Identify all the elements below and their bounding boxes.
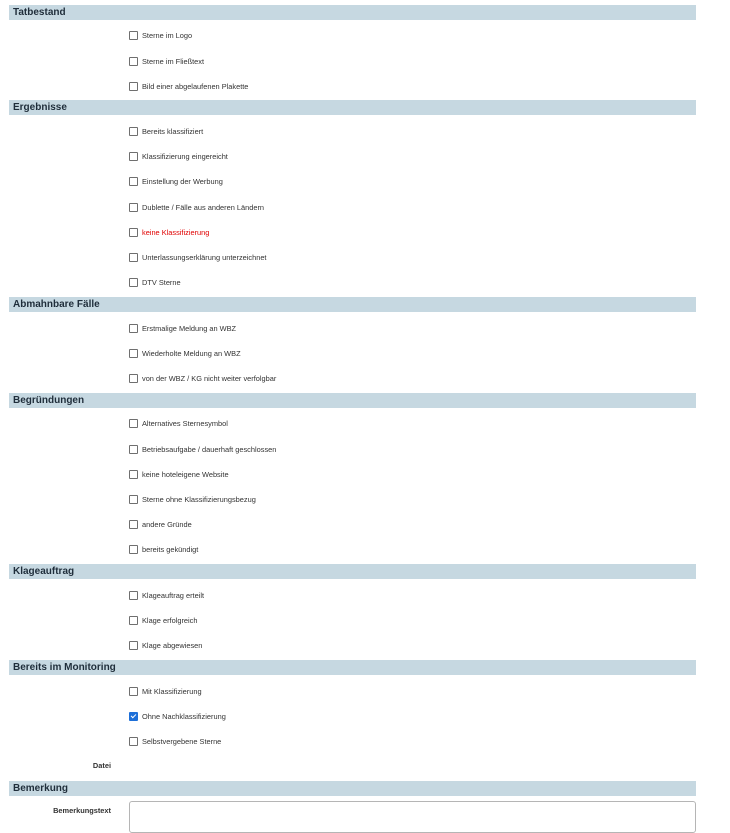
section-header-klageauftrag xyxy=(9,564,696,579)
section-title: Klageauftrag xyxy=(13,566,75,577)
section-header-ergebnisse xyxy=(9,100,696,115)
remark-textarea[interactable] xyxy=(129,801,696,833)
checkbox[interactable] xyxy=(129,520,138,529)
option-keine-hoteleigene-website[interactable] xyxy=(129,468,229,480)
section-title: Bemerkung xyxy=(13,783,69,794)
checkbox[interactable] xyxy=(129,616,138,625)
option-keine-klassifizierung[interactable] xyxy=(129,226,209,238)
section-header-bemerkung xyxy=(9,781,696,796)
checkbox[interactable] xyxy=(129,374,138,383)
option-label: von der WBZ / KG nicht weiter verfolgbar xyxy=(142,373,277,383)
option-alternatives-sternesymbol[interactable] xyxy=(129,417,228,429)
section-title: Bereits im Monitoring xyxy=(13,662,116,673)
option-klage-erfolgreich[interactable] xyxy=(129,614,197,626)
section-header-begruendungen xyxy=(9,393,696,408)
section-title: Ergebnisse xyxy=(13,102,67,113)
option-label: Einstellung der Werbung xyxy=(142,176,223,186)
checkbox[interactable] xyxy=(129,737,138,746)
option-abgelaufene-plakette[interactable] xyxy=(129,80,248,92)
checkbox[interactable] xyxy=(129,31,138,40)
option-label: Betriebsaufgabe / dauerhaft geschlossen xyxy=(142,444,277,454)
checkbox[interactable] xyxy=(129,419,138,428)
option-sterne-ohne-bezug[interactable] xyxy=(129,493,256,505)
checkbox[interactable] xyxy=(129,591,138,600)
checkbox[interactable] xyxy=(129,545,138,554)
section-header-monitoring xyxy=(9,660,696,675)
option-bereits-gekuendigt[interactable] xyxy=(129,543,198,555)
checkbox[interactable] xyxy=(129,82,138,91)
option-klage-abgewiesen[interactable] xyxy=(129,639,202,651)
option-nicht-verfolgbar[interactable] xyxy=(129,372,276,384)
checkbox[interactable] xyxy=(129,470,138,479)
option-label: Wiederholte Meldung an WBZ xyxy=(142,348,241,358)
option-label: Sterne im Fließtext xyxy=(142,56,205,66)
option-label: Bereits klassifiziert xyxy=(142,126,204,136)
option-erstmalige-meldung[interactable] xyxy=(129,322,236,334)
section-header-tatbestand xyxy=(9,5,696,20)
option-label: Ohne Nachklassifizierung xyxy=(142,711,226,721)
remark-label: Bemerkungstext xyxy=(53,806,111,815)
option-dublette[interactable] xyxy=(129,201,264,213)
option-label: Klage abgewiesen xyxy=(142,640,203,650)
section-title: Abmahnbare Fälle xyxy=(13,299,100,310)
option-label: keine Klassifizierung xyxy=(142,227,210,237)
option-label: bereits gekündigt xyxy=(142,544,199,554)
option-sterne-im-fliesstext[interactable] xyxy=(129,55,204,67)
option-dtv-sterne[interactable] xyxy=(129,276,181,288)
option-label: Sterne ohne Klassifizierungsbezug xyxy=(142,494,256,504)
option-label: Klassifizierung eingereicht xyxy=(142,151,228,161)
section-title: Tatbestand xyxy=(13,7,66,18)
section-title: Begründungen xyxy=(13,395,85,406)
checkbox[interactable] xyxy=(129,278,138,287)
option-bereits-klassifiziert[interactable] xyxy=(129,125,203,137)
option-label: Mit Klassifizierung xyxy=(142,686,202,696)
checkbox[interactable] xyxy=(129,203,138,212)
option-label: andere Gründe xyxy=(142,519,192,529)
checkbox[interactable] xyxy=(129,177,138,186)
checkbox[interactable] xyxy=(129,228,138,237)
checkbox[interactable] xyxy=(129,641,138,650)
option-label: Unterlassungserklärung unterzeichnet xyxy=(142,252,267,262)
checkbox[interactable] xyxy=(129,495,138,504)
checkbox[interactable] xyxy=(129,349,138,358)
checkbox[interactable] xyxy=(129,127,138,136)
option-unterlassungserklaerung[interactable] xyxy=(129,251,266,263)
option-label: Alternatives Sternesymbol xyxy=(142,418,228,428)
checkbox[interactable] xyxy=(129,712,138,721)
option-betriebsaufgabe[interactable] xyxy=(129,443,276,455)
option-label: Klage erfolgreich xyxy=(142,615,198,625)
option-label: Selbstvergebene Sterne xyxy=(142,736,222,746)
checkbox[interactable] xyxy=(129,253,138,262)
option-label: Bild einer abgelaufenen Plakette xyxy=(142,81,249,91)
checkbox[interactable] xyxy=(129,687,138,696)
option-label: Dublette / Fälle aus anderen Ländern xyxy=(142,202,265,212)
checkbox[interactable] xyxy=(129,445,138,454)
option-wiederholte-meldung[interactable] xyxy=(129,347,241,359)
option-sterne-im-logo[interactable] xyxy=(129,29,192,41)
file-label: Datei xyxy=(92,761,111,770)
option-ohne-nachklassifizierung[interactable] xyxy=(129,710,226,722)
checkbox[interactable] xyxy=(129,324,138,333)
checkbox[interactable] xyxy=(129,152,138,161)
option-selbstvergebene-sterne[interactable] xyxy=(129,735,221,747)
option-einstellung-werbung[interactable] xyxy=(129,175,223,187)
option-andere-gruende[interactable] xyxy=(129,518,192,530)
option-label: DTV Sterne xyxy=(142,277,181,287)
section-header-abmahnbare-faelle xyxy=(9,297,696,312)
option-klageauftrag-erteilt[interactable] xyxy=(129,589,204,601)
checkbox[interactable] xyxy=(129,57,138,66)
option-klassifizierung-eingereicht[interactable] xyxy=(129,150,228,162)
option-label: Sterne im Logo xyxy=(142,30,193,40)
option-label: keine hoteleigene Website xyxy=(142,469,229,479)
option-mit-klassifizierung[interactable] xyxy=(129,685,202,697)
option-label: Erstmalige Meldung an WBZ xyxy=(142,323,237,333)
option-label: Klageauftrag erteilt xyxy=(142,590,205,600)
